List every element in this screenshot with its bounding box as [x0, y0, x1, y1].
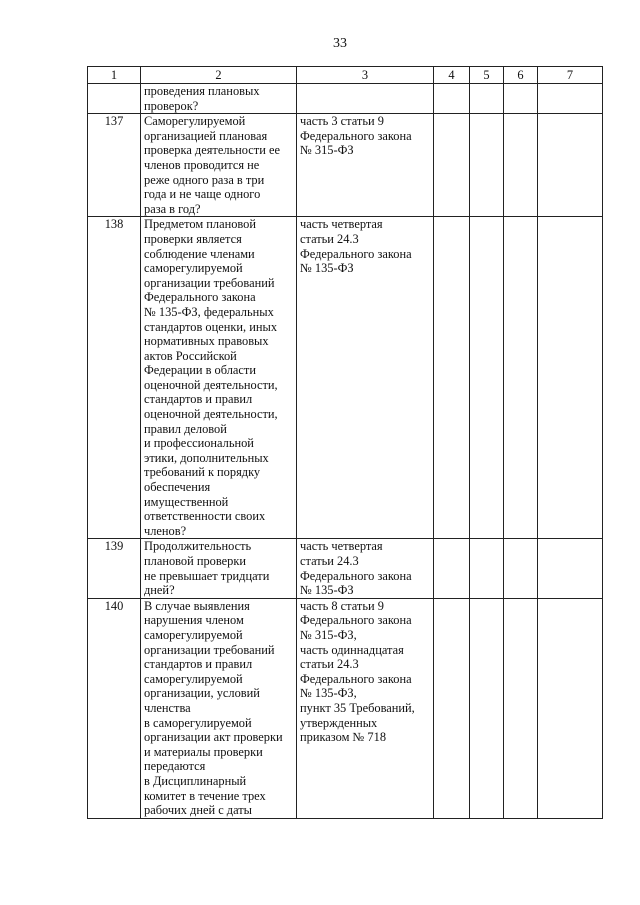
reference-line: № 315-ФЗ,: [300, 627, 357, 642]
question-line: нарушения членом: [144, 613, 244, 628]
question-line: стандартов и правил: [144, 657, 253, 672]
question-line: не превышает тридцати: [144, 568, 270, 583]
question-line: и материалы проверки: [144, 744, 263, 759]
answer-yes-cell: [434, 539, 470, 598]
not-applicable-cell: [504, 114, 538, 217]
reference-line: часть четвертая: [300, 539, 383, 554]
reference-line: № 315-ФЗ: [300, 143, 354, 158]
question-line: нормативных правовых: [144, 334, 269, 349]
page-number: 33: [333, 36, 347, 51]
not-applicable-cell: [504, 598, 538, 818]
requirement-question-cell: [141, 84, 297, 114]
answer-yes-cell: [434, 598, 470, 818]
question-line: требований к порядку: [144, 465, 261, 480]
question-line: стандартов и правил: [144, 392, 253, 407]
not-applicable-cell: [504, 84, 538, 114]
requirement-question-cell: [141, 598, 297, 818]
question-line: организацией плановая: [144, 128, 268, 143]
reference-line: № 135-ФЗ: [300, 261, 354, 276]
reference-line: статьи 24.3: [300, 657, 359, 672]
question-line: имущественной: [144, 494, 229, 509]
answer-yes-cell: [434, 114, 470, 217]
answer-no-cell: [470, 217, 504, 539]
question-line: оценочной деятельности,: [144, 377, 278, 392]
answer-yes-cell: [434, 217, 470, 539]
answer-yes-cell: [434, 84, 470, 114]
question-line: организации требований: [144, 642, 275, 657]
not-applicable-cell: [504, 217, 538, 539]
reference-line: Федерального закона: [300, 671, 412, 686]
reference-line: часть одиннадцатая: [300, 642, 404, 657]
note-cell: [538, 217, 603, 539]
reference-line: статьи 24.3: [300, 231, 359, 246]
note-cell: [538, 598, 603, 818]
question-line: Федерального закона: [144, 290, 256, 305]
requirement-question-cell: [141, 217, 297, 539]
question-line: Федерации в области: [144, 363, 256, 378]
reference-line: приказом № 718: [300, 730, 387, 745]
reference-line: Федерального закона: [300, 128, 412, 143]
legal-reference-cell: [297, 598, 434, 818]
question-line: и профессиональной: [144, 436, 254, 451]
question-line: № 135-ФЗ, федеральных: [144, 304, 274, 319]
reference-line: Федерального закона: [300, 246, 412, 261]
question-line: организации, условий: [144, 686, 260, 701]
reference-line: часть четвертая: [300, 217, 383, 232]
header-cell-col2: 2: [141, 67, 297, 84]
header-cell-col1: 1: [88, 67, 141, 84]
question-line: членов?: [144, 523, 187, 538]
question-line: правил деловой: [144, 421, 227, 436]
table-row: [88, 598, 603, 818]
note-cell: [538, 84, 603, 114]
answer-no-cell: [470, 84, 504, 114]
question-line: В случае выявления: [144, 598, 250, 613]
header-cell-col5: 5: [470, 67, 504, 84]
legal-reference-cell: [297, 84, 434, 114]
reference-line: часть 3 статьи 9: [300, 114, 384, 129]
question-line: актов Российской: [144, 348, 237, 363]
table-row: [88, 539, 603, 598]
header-cell-col3: 3: [297, 67, 434, 84]
reference-line: Федерального закона: [300, 568, 412, 583]
question-line: организации акт проверки: [144, 730, 283, 745]
question-line: членства: [144, 700, 191, 715]
reference-line: Федерального закона: [300, 613, 412, 628]
question-line: саморегулируемой: [144, 627, 243, 642]
question-line: проверка деятельности ее: [144, 143, 280, 158]
header-cell-col7: 7: [538, 67, 603, 84]
table-row: [88, 114, 603, 217]
reference-line: утвержденных: [300, 715, 378, 730]
not-applicable-cell: [504, 539, 538, 598]
header-cell-col4: 4: [434, 67, 470, 84]
question-line: плановой проверки: [144, 554, 246, 568]
question-line: проверки является: [144, 231, 242, 246]
question-line: в саморегулируемой: [144, 715, 252, 730]
legal-reference-cell: [297, 539, 434, 598]
checklist-table: [87, 66, 603, 819]
requirement-question-cell: [141, 114, 297, 217]
table-row: [88, 84, 603, 114]
note-cell: [538, 539, 603, 598]
question-line: Саморегулируемой: [144, 114, 246, 129]
question-line: организации требований: [144, 275, 275, 290]
header-cell-col6: 6: [504, 67, 538, 84]
question-line: рабочих дней с даты: [144, 803, 253, 818]
legal-reference-cell: [297, 217, 434, 539]
question-line: ответственности своих: [144, 509, 266, 524]
table-header-row: [88, 67, 603, 84]
reference-line: № 135-ФЗ: [300, 583, 354, 598]
reference-line: пункт 35 Требований,: [300, 700, 415, 715]
answer-no-cell: [470, 539, 504, 598]
question-line: саморегулируемой: [144, 671, 243, 686]
question-line: соблюдение членами: [144, 246, 255, 261]
row-number-cell: 140: [88, 598, 141, 818]
question-line: проверок?: [144, 98, 199, 113]
answer-no-cell: [470, 598, 504, 818]
reference-line: статьи 24.3: [300, 554, 359, 568]
question-line: дней?: [144, 583, 175, 598]
row-number-cell: 139: [88, 539, 141, 598]
question-line: года и не чаще одного: [144, 187, 261, 202]
row-number-cell: 138: [88, 217, 141, 539]
legal-reference-cell: [297, 114, 434, 217]
question-line: стандартов оценки, иных: [144, 319, 278, 334]
question-line: этики, дополнительных: [144, 450, 269, 465]
question-line: в Дисциплинарный: [144, 773, 247, 788]
reference-line: часть 8 статьи 9: [300, 598, 384, 613]
row-number-cell: 137: [88, 114, 141, 217]
question-line: оценочной деятельности,: [144, 407, 278, 422]
table-row: [88, 217, 603, 539]
question-line: раза в год?: [144, 201, 201, 216]
question-line: Продолжительность: [144, 539, 252, 554]
question-line: саморегулируемой: [144, 261, 243, 276]
row-number-cell: [88, 84, 141, 114]
question-line: комитет в течение трех: [144, 788, 266, 803]
answer-no-cell: [470, 114, 504, 217]
question-line: членов проводится не: [144, 157, 260, 172]
requirement-question-cell: [141, 539, 297, 598]
question-line: реже одного раза в три: [144, 172, 265, 187]
note-cell: [538, 114, 603, 217]
question-line: обеспечения: [144, 480, 211, 495]
question-line: Предметом плановой: [144, 217, 257, 232]
reference-line: № 135-ФЗ,: [300, 686, 357, 701]
question-line: проведения плановых: [144, 84, 260, 98]
question-line: передаются: [144, 759, 206, 774]
